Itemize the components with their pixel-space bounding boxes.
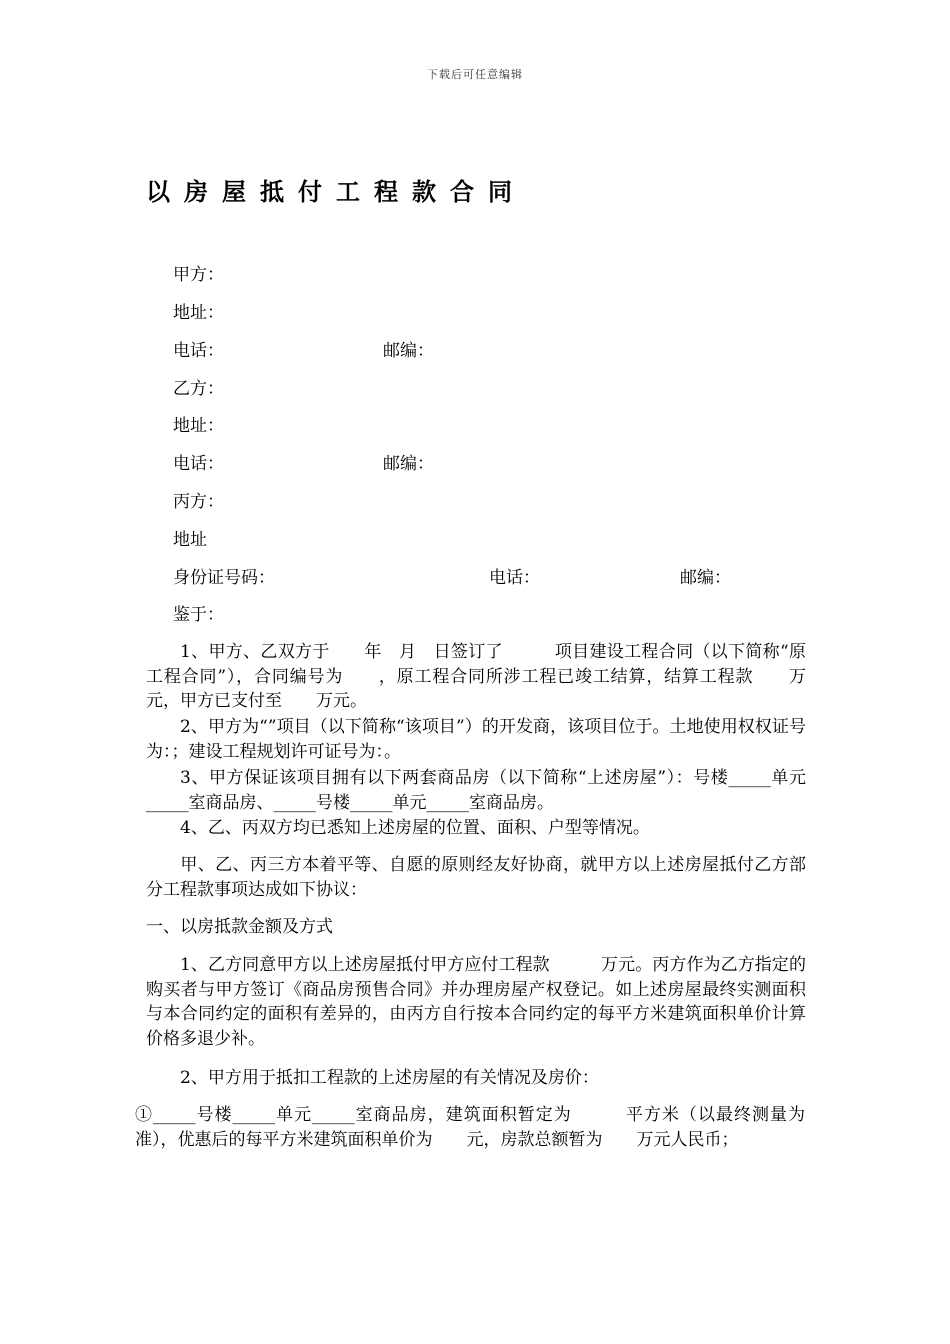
recital-3 xyxy=(146,766,806,815)
recital-1-text: 1、甲方、乙双方于 年 月 日签订了 项目建设工程合同（以下简称“原工程合同”），合同编号为 ，原工程合同所涉工程已竣工结算，结算工程款 万元，甲方已支付至 万元。 xyxy=(146,642,806,711)
agreement-intro-text: 甲、乙、丙三方本着平等、自愿的原则经友好协商，就甲方以上述房屋抵付乙方部分工程款事项达成如下协议： xyxy=(146,855,806,900)
agreement-intro xyxy=(146,853,806,902)
house-item-1: ①_____号楼_____单元_____室商品房，建筑面积暂定为 平方米（以最终测量为准），优惠后的每平方米建筑面积单价为 元，房款总额暂为 万元人民币； xyxy=(135,1105,805,1150)
recital-4-text: 4、乙、丙双方均已悉知上述房屋的位置、面积、户型等情况。 xyxy=(180,818,650,838)
party-c-id: 身份证号码： xyxy=(173,568,275,588)
party-b-label: 乙方： xyxy=(173,379,224,399)
party-a-phone: 电话： xyxy=(173,341,224,361)
clause-1-2 xyxy=(146,1066,806,1091)
party-c-address: 地址 xyxy=(173,530,207,550)
party-a-label: 甲方： xyxy=(173,265,224,285)
party-c-label: 丙方： xyxy=(173,492,224,512)
clause-1-2-text: 2、甲方用于抵扣工程款的上述房屋的有关情况及房价： xyxy=(180,1068,599,1088)
clause-1-1 xyxy=(146,953,806,1051)
clause-1-1-text: 1、乙方同意甲方以上述房屋抵付甲方应付工程款 万元。丙方作为乙方指定的购买者与甲方签订《商品房预售合同》并办理房屋产权登记。如上述房屋最终实测面积与本合同约定的面积有差异的，由丙方自行按本合同约定的每平方米建筑面积单价计算价格多退少补。 xyxy=(146,955,806,1049)
recital-2-text: 2、甲方为“”项目（以下简称“该项目”）的开发商，该项目位于。土地使用权权证号为：；建设工程规划许可证号为：。 xyxy=(146,717,806,762)
recital-1 xyxy=(146,640,806,714)
party-b-address: 地址： xyxy=(173,416,224,436)
party-b-phone: 电话： xyxy=(173,454,224,474)
party-a-zip: 邮编： xyxy=(383,341,434,361)
party-c-phone: 电话： xyxy=(489,568,540,588)
party-b-zip: 邮编： xyxy=(383,454,434,474)
recital-4 xyxy=(146,816,806,841)
party-c-zip: 邮编： xyxy=(680,568,731,588)
recital-2 xyxy=(146,715,806,764)
recital-3-text: 3、甲方保证该项目拥有以下两套商品房（以下简称“上述房屋”）：号楼_____单元_____室商品房、_____号楼_____单元_____室商品房。 xyxy=(146,768,806,813)
contract-title: 以房屋抵付工程款合同 xyxy=(146,177,526,206)
party-a-address: 地址： xyxy=(173,303,224,323)
whereas-label: 鉴于： xyxy=(173,605,224,625)
header-note: 下载后可任意编辑 xyxy=(427,68,523,81)
section-1-heading: 一、以房抵款金额及方式 xyxy=(146,917,333,937)
